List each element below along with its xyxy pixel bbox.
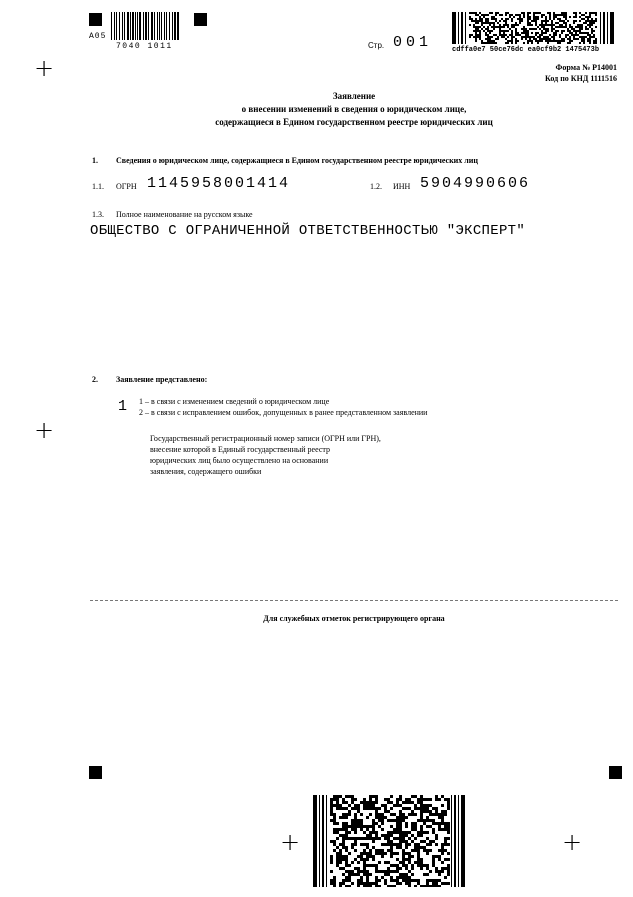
inn-num: 1.2. — [370, 182, 382, 191]
datamatrix-barcode-bottom-graphic — [313, 795, 465, 887]
knd-code: Код по КНД 1111516 — [544, 74, 617, 83]
document-title — [90, 90, 618, 129]
ogrn-label: ОГРН — [116, 182, 137, 191]
linear-barcode-graphic — [111, 12, 183, 40]
service-note: Для служебных отметок регистрирующего органа — [263, 614, 445, 623]
title-line-3: содержащиеся в Едином государственном реестре юридических лиц — [215, 117, 493, 127]
dashed-separator — [90, 600, 618, 601]
datamatrix-barcode-top — [452, 12, 614, 44]
ogrn-value: 1145958001414 — [147, 175, 291, 192]
crosshair-icon: + — [34, 54, 55, 82]
name-num: 1.3. — [92, 210, 104, 219]
option-1-text: 1 – в связи с изменением сведений о юридическом лице — [139, 397, 330, 406]
note-line-4: заявления, содержащего ошибки — [150, 467, 262, 476]
registration-marker — [194, 13, 207, 26]
note-line-3: юридических лиц было осуществлено на основании — [150, 456, 329, 465]
section1-heading: Сведения о юридическом лице, содержащиеся в Едином государственном реестре юридических лиц — [116, 156, 478, 165]
registration-marker — [609, 766, 622, 779]
crosshair-icon: + — [280, 828, 301, 856]
hash-code: cdffa0e7 50ce76dc ea0cf9b2 1475473b — [452, 46, 600, 54]
page-number: 001 — [393, 34, 433, 51]
datamatrix-barcode-top-graphic — [452, 12, 614, 44]
crosshair-icon: + — [34, 416, 55, 444]
name-label: Полное наименование на русском языке — [116, 210, 253, 219]
section2-number: 2. — [92, 375, 98, 384]
registration-marker — [89, 766, 102, 779]
title-line-2: о внесении изменений в сведения о юридическом лице, — [241, 104, 467, 114]
note-line-2: внесение которой в Единый государственный реестр — [150, 445, 330, 454]
note-line-1: Государственный регистрационный номер записи (ОГРН или ГРН), — [150, 434, 381, 443]
linear-barcode — [111, 12, 183, 40]
datamatrix-barcode-bottom — [313, 795, 465, 887]
form-name: Форма № Р14001 — [555, 63, 617, 72]
ogrn-num: 1.1. — [92, 182, 104, 191]
page-label: Стр. — [368, 41, 385, 50]
inn-label: ИНН — [393, 182, 411, 191]
section1-number: 1. — [92, 156, 98, 165]
barcode-number: 7040 1011 — [116, 42, 173, 51]
title-line-1: Заявление — [332, 91, 376, 101]
error-record-note — [150, 433, 381, 477]
registration-marker — [89, 13, 102, 26]
company-name-value: ОБЩЕСТВО С ОГРАНИЧЕННОЙ ОТВЕТСТВЕННОСТЬЮ "ЭКСПЕРТ" — [90, 223, 526, 239]
submission-reason-value: 1 — [118, 398, 128, 415]
crosshair-icon: + — [562, 828, 583, 856]
inn-value: 5904990606 — [420, 175, 531, 192]
option-2-text: 2 – в связи с исправлением ошибок, допущенных в ранее представленном заявлении — [139, 408, 428, 417]
form-code-left: A05 — [89, 32, 107, 41]
section2-heading: Заявление представлено: — [116, 375, 208, 384]
